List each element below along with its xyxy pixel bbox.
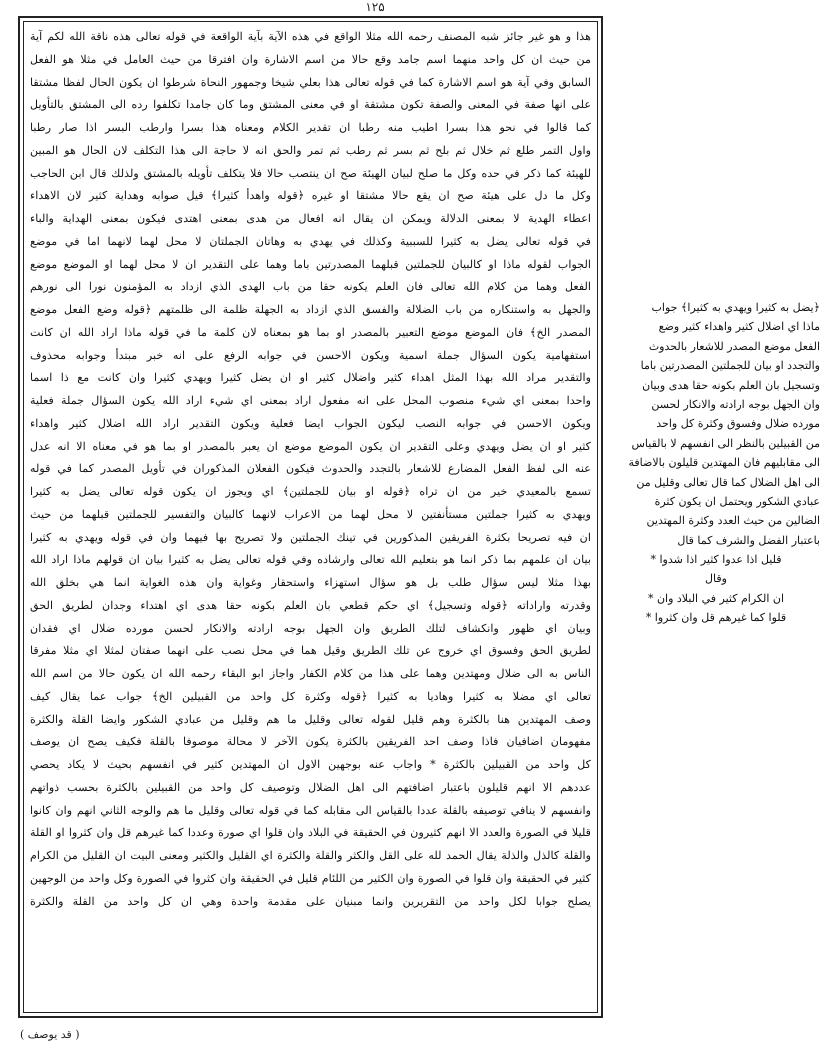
text-line: للهيئة كما ذكر في حده وكل ما صلح لبيان الهيئة صح ان ينتصب حالا فلا يتكلف تأويله بالمشتق ولذلك قال ابن الحاجب	[30, 166, 591, 180]
main-text-frame	[18, 16, 603, 1018]
text-line: عددهم الا انهم قليلون باعتبار اضافتهم الى اهل الضلال وتوصيف كل واحد من القبيلين بالكثرة بحسب ذواتهم	[30, 780, 591, 794]
text-line: واحدا بمعنى اي شيء منصوب المحل على انه مفعول اراد بمعنى اي شيء اراد الله يكون السؤال جملة فعلية	[30, 394, 591, 407]
margin-line: والتجدد او بيان للجملتين المصدرتين باما	[640, 359, 820, 373]
text-line: واول التمر طلع ثم خلال ثم بلح ثم بسر ثم رطب ثم تمر والحق انه لا حاجة الى هذا التكلف لان الحال هو المبين	[30, 143, 591, 157]
text-line: كثير في الحقيقة وان قلوا في الصورة وان الكثير من اللئام قليل في الحقيقة وان كثروا في الصورة وكل واحد من الوجهين	[30, 871, 591, 885]
text-line: تعالى اي مضلا به كثيرا وهاديا به كثيرا ﴿قوله وكثرة كل واحد من القبيلين الخ﴾ جواب عما يقال كيف	[30, 689, 591, 703]
text-line: وصف المهتدين هنا بالكثرة وهم قليل لقوله تعالى وقليل ما هم وقليل من عبادي الشكور وايضا القلة والكثرة	[30, 712, 591, 726]
text-line: في قوله تعالى يضل به كثيرا للسببية وكذلك في يهدي به وهاتان الجملتان لا محل لهما لانهما اما في موضع	[30, 234, 591, 248]
text-line: يصلح جوابا لكل واحد من التقريرين وانما مبنيان على مقدمة واحدة وهي ان كل واحد من القلة والكثرة	[30, 894, 591, 908]
margin-note	[612, 298, 820, 628]
text-line: اعطاء الهدية لا بمعنى الدلالة ويمكن ان يقال انه افعال من هدى بمعنى اهتدى فيكون بمعنى الهداية والباء	[30, 212, 591, 225]
text-line: وبيان اي ظهور وانكشاف لتلك الطريق وان الجهل بوجه ارادته والانكار لحسن مورده ضلال اي فقدان	[30, 621, 591, 635]
text-line: مفهومان اضافيان فاذا وصف احد الفريقين بالكثرة يكون الآخر لا محالة موصوفا بالقلة فكيف يصح ان يوصف	[30, 735, 591, 749]
margin-line: ماذا اي اضلال كثير واهداء كثير وضع	[658, 320, 820, 334]
main-text	[30, 26, 591, 913]
text-line: الفعل وهما من كلام الله تعالى فان العلم يكونه حقا من باب الهدى الذي ازداد به المؤمنون نورا الى نورهم	[30, 280, 591, 294]
margin-line: وان الجهل بوجه ارادته والانكار لحسن	[651, 397, 820, 411]
text-line: ويهدي به كثيرا جملتين مستأنفتين لا محل لهما من الاعراب لانهما كالبيان والتفسير للجملتين قبلهما من حيث	[30, 507, 591, 521]
text-line: ويكون الاحسن في جوابه النصب ليكون الجواب ايضا فعلية ويكون التقدير اراد الله اضلال كثير واهداء	[30, 416, 591, 430]
text-line: بهذا مثلا ليس سؤال طلب بل هو سؤال استهزاء واستحقار وغواية وان هذه الغواية انما هي بخلق الله	[30, 576, 591, 589]
text-line: لطريق الحق وفسوق اي خروج عن تلك الطريق وقيل هما في محل نصب على انهما صفتان لمثلا اي مثلا مفرقا	[30, 644, 591, 658]
margin-line: مورده ضلال وفسوق وكثرة كل واحد	[656, 417, 820, 431]
margin-line: من القبيلين بالنظر الى انفسهم لا بالقياس	[631, 436, 820, 450]
text-line: قليلا في الصورة والعدد الا انهم كثيرون في الحقيقة في البلاد وان قلوا اي صورة وعددا كما غيرهم قل وان كثروا او القلة	[30, 826, 591, 840]
margin-verse: قلوا كما غيرهم قل وان كثروا *	[645, 611, 787, 625]
margin-line: باعتبار الفضل والشرف كما قال	[677, 533, 820, 547]
catchword: ( قد يوصف )	[20, 1028, 80, 1041]
text-line: هذا و هو غير جائز شبه المصنف رحمه الله مثلا الواقع في هذه الآية بآية الواقعة في قوله تعالى هذه ناقة الله لكم آية	[30, 30, 591, 43]
text-line: والتقدير مراد الله بهذا المثل اهداء كثير واضلال كثير او ان يضل كثيرا ويهدي كثيرا وان كانت مع ذا اسما	[30, 371, 591, 385]
text-line: وكل ما دل على هيئة صح ان يقع حالا مشتقا او غيره ﴿قوله واهدأ كثيرا﴾ قيل صوابه وهداية كثير لان الاهداء	[30, 189, 591, 203]
text-line: والقلة كالذل والذلة يقال الحمد لله على القل والكثر والقلة والكثرة اي القليل والكثير ومعنى البيت ان القليل من الكرام	[30, 849, 591, 862]
text-line: كما قالوا في نحو هذا بسرا اطيب منه رطبا ان تقدير الكلام ومعناه هذا بسرا وارطب البسر اذا صار رطبا	[30, 121, 591, 134]
text-line: وقدرته واراداته ﴿قوله وتسجيل﴾ اي حكم قطعي بان العلم بكونه حقا هدى اي اهتداء وجدان لطريق الحق	[30, 598, 591, 612]
margin-line: وتسجيل بان العلم بكونه حقا هدى وبيان	[642, 378, 820, 392]
margin-line: ﴿يضل به كثيرا ويهدي به كثيرا﴾ جواب	[651, 301, 820, 314]
text-line: على انها صفة في المعنى والصفة تكون مشتقة او في معنى المشتق وما كان جامدا تكلفوا رده الى المشتق بالتأويل	[30, 98, 591, 112]
margin-line: الى مقابليهم فان المهتدين قليلون بالاضافة	[628, 456, 820, 470]
margin-verse: قليل اذا عدوا كثير اذا شدوا *	[650, 553, 782, 567]
text-line: ان فيه تصريحا بكثرة الفريقين المذكورين في تينك الجملتين ولا تصريح بها فيهما وان في قوله ويهدي به كثيرا	[30, 530, 591, 544]
margin-line: الفعل موضع المصدر للاشعار بالحدوث	[648, 339, 820, 353]
margin-verse: ان الكرام كثير في البلاد وان *	[647, 591, 785, 605]
margin-line: عبادي الشكور ويحتمل ان يكون كثرة	[654, 494, 820, 508]
text-line: استفهامية يكون السؤال جملة اسمية ويكون الاحسن في جوابه الرفع على انه خبر مبتدأ وجوابه محذوف	[30, 348, 591, 362]
page-number: ۱۲۵	[365, 0, 385, 14]
margin-line: الى اهل الضلال كما قال تعالى وقليل من	[636, 475, 820, 489]
text-line: الجواب لقوله ماذا او كالبيان للجملتين قبلهما المصدرتين باما وهما على التقدير ان لا محل لهما او الموضع موضع	[30, 257, 591, 271]
text-line: الناس به الى ضلال ومهتدين وهما على هذا من كلام الكفار واجاز ابو البقاء رحمه الله ان يكون حالا من اسم الله	[30, 667, 591, 680]
text-line: وانفسهم لا ينافي توصيفه بالقلة عددا بالقياس الى مقابله كما في قوله تعالى وقليل ما هم والوجه الثاني انهم وان كانوا	[30, 803, 591, 817]
text-line: بيان ان علمهم بما ذكر انما هو بتعليم الله تعالى وارشاده وفي قوله تعالى يضل به كثيرا بيان ان قولهم ماذا اراد الله	[30, 553, 591, 567]
text-line: المصدر الخ﴾ فان الموضع موضع التعبير بالمصدر او بما هو بمعناه لان كلمة ما في قوله ماذا اراد الله ان كانت	[30, 325, 591, 339]
text-line: السابق وفي آية هو اسم الاشارة كما في قوله تعالى هذا بعلي شيخا وجمهور النحاة شرطوا ان يكون الحال لفظا مشتقا	[30, 75, 591, 89]
text-line: من حيث ان كل واحد منهما اسم جامد وقع حالا من اسم الاشارة وان افترقا من حيث العامل في مثلا هو الفعل	[30, 52, 591, 66]
margin-verse: وقال	[705, 572, 727, 586]
text-line: كثير او ان يضل ويهدي وعلى التقدير ان يكون الموضع موضع ان يعبر بالمصدر او بما هو في معناه الا انه عدل	[30, 439, 591, 453]
text-line: عنه الى لفظ الفعل المضارع للاشعار بالتجدد والحدوث فيكون الفعلان المذكوران في تأويل المصدر كما في قوله	[30, 462, 591, 476]
text-line: تسمع بالمعيدي خير من ان تراه ﴿قوله او بيان للجملتين﴾ اي ويجوز ان يكون قوله تعالى يضل به كثيرا	[30, 485, 591, 498]
text-line: كل واحد من القبيلين بالكثرة * واجاب عنه بوجهين الاول ان المهتدين كثير في انفسهم بحيث لا يكاد يحصي	[30, 758, 591, 771]
margin-line: الضالين من حيث العدد وكثرة المهتدين	[646, 514, 820, 528]
text-line: والجهل به واستنكاره من باب الضلالة والفسق الذي ازداد به الجهلة ظلمة الى ظلمتهم ﴿قوله وضع الفعل موضع	[30, 303, 591, 316]
